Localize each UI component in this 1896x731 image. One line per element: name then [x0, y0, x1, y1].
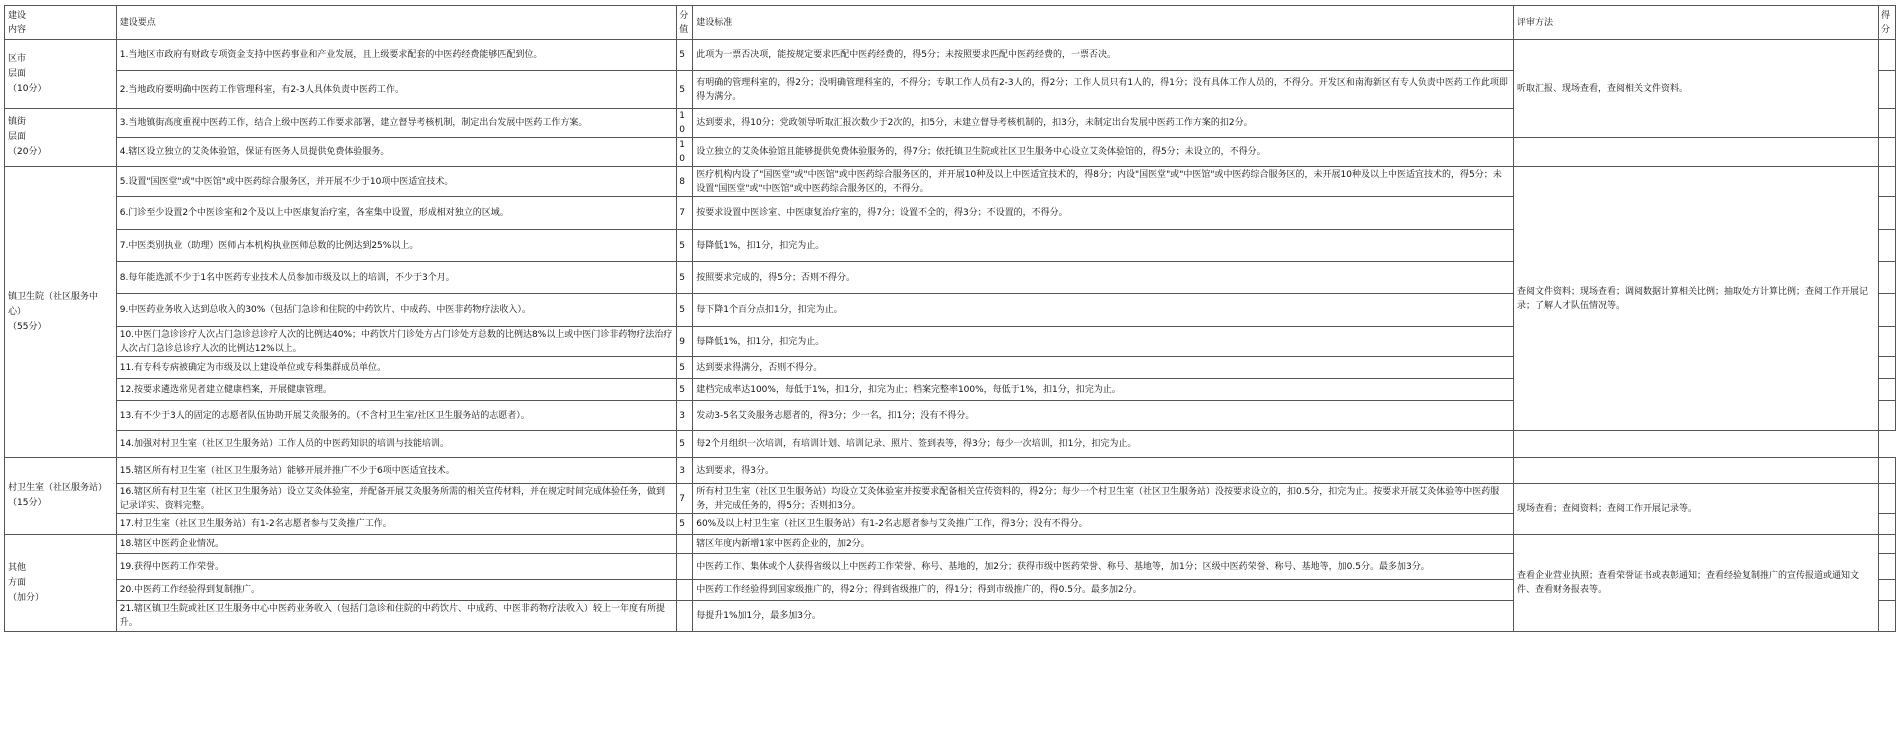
review-method	[1513, 138, 1878, 167]
score-value: 5	[677, 262, 693, 294]
construction-point: 9.中医药业务收入达到总收入的30%（包括门急诊和住院的中药饮片、中成药、中医非药物疗法收入）。	[116, 294, 677, 327]
table-row	[5, 431, 1896, 458]
score-value: 5	[677, 514, 693, 535]
result-cell[interactable]	[1878, 379, 1895, 401]
result-cell[interactable]	[1878, 357, 1895, 379]
construction-point: 5.设置"国医堂"或"中医馆"或中医药综合服务区，并开展不少于10项中医适宜技术。	[116, 167, 677, 197]
header-result: 得 分	[1878, 6, 1895, 40]
score-value	[677, 554, 693, 580]
result-cell[interactable]	[1878, 109, 1895, 138]
construction-standard: 达到要求，得3分。	[693, 458, 1514, 484]
table-row	[5, 535, 1896, 554]
construction-point: 7.中医类别执业（助理）医师占本机构执业医师总数的比例达到25%以上。	[116, 230, 677, 262]
construction-standard: 按照要求完成的，得5分；否则不得分。	[693, 262, 1514, 294]
construction-standard: 建档完成率达100%，每低于1%，扣1分，扣完为止；档案完整率100%，每低于1%，扣1分，扣完为止。	[693, 379, 1514, 401]
section-label: 其他 方面 （加分）	[5, 535, 117, 632]
construction-point: 2.当地政府要明确中医药工作管理科室，有2-3人具体负责中医药工作。	[116, 71, 677, 109]
review-method: 听取汇报、现场查看，查阅相关文件资料。	[1513, 40, 1878, 138]
header-points: 建设要点	[116, 6, 677, 40]
result-cell[interactable]	[1878, 294, 1895, 327]
header-method: 评审方法	[1513, 6, 1878, 40]
result-cell[interactable]	[1878, 601, 1895, 632]
construction-point: 21.辖区镇卫生院或社区卫生服务中心中医药业务收入（包括门急诊和住院的中药饮片、中成药、中医非药物疗法收入）较上一年度有所提升。	[116, 601, 677, 632]
result-cell[interactable]	[1878, 514, 1895, 535]
construction-point: 8.每年能选派不少于1名中医药专业技术人员参加市级及以上的培训，不少于3个月。	[116, 262, 677, 294]
construction-standard: 每下降1个百分点扣1分，扣完为止。	[693, 294, 1514, 327]
construction-point: 17.村卫生室（社区卫生服务站）有1-2名志愿者参与艾灸推广工作。	[116, 514, 677, 535]
construction-standard: 此项为一票否决项，能按规定要求匹配中医药经费的，得5分；未按照要求匹配中医药经费的，一票否决。	[693, 40, 1514, 71]
construction-standard: 达到要求得满分，否则不得分。	[693, 357, 1514, 379]
score-value: 3	[677, 401, 693, 431]
table-row	[5, 167, 1896, 197]
score-value	[677, 601, 693, 632]
score-value: 5	[677, 357, 693, 379]
review-method	[1513, 458, 1878, 484]
construction-standard: 按要求设置中医诊室、中医康复治疗室的，得7分；设置不全的，得3分；不设置的，不得分。	[693, 197, 1514, 230]
construction-standard: 60%及以上村卫生室（社区卫生服务站）有1-2名志愿者参与艾灸推广工作，得3分；没有不得分。	[693, 514, 1514, 535]
construction-point: 1.当地区市政府有财政专项资金支持中医药事业和产业发展，且上级要求配套的中医药经费能够匹配到位。	[116, 40, 677, 71]
result-cell[interactable]	[1878, 401, 1895, 431]
score-value: 5	[677, 431, 693, 458]
result-cell[interactable]	[1878, 458, 1895, 484]
construction-standard: 每提升1%加1分，最多加3分。	[693, 601, 1514, 632]
score-value: 10	[677, 138, 693, 167]
header-standard: 建设标准	[693, 6, 1514, 40]
table-body	[5, 6, 1896, 632]
score-value: 3	[677, 458, 693, 484]
construction-point: 3.当地镇街高度重视中医药工作，结合上级中医药工作要求部署，建立督导考核机制，制定出台发展中医药工作方案。	[116, 109, 677, 138]
result-cell[interactable]	[1878, 197, 1895, 230]
result-cell[interactable]	[1878, 554, 1895, 580]
construction-standard: 达到要求，得10分；党政领导听取汇报次数少于2次的，扣5分，未建立督导考核机制的，扣3分，未制定出台发展中医药工作方案的扣2分。	[693, 109, 1514, 138]
construction-standard: 设立独立的艾灸体验馆且能够提供免费体验服务的，得7分；依托镇卫生院或社区卫生服务中心设立艾灸体验馆的，得5分；未设立的，不得分。	[693, 138, 1514, 167]
construction-point: 16.辖区所有村卫生室（社区卫生服务站）设立艾灸体验室，并配备开展艾灸服务所需的相关宣传材料，并在规定时间完成体验任务，做到记录详实、资料完整。	[116, 484, 677, 514]
section-label: 村卫生室（社区服务站）（15分）	[5, 458, 117, 535]
construction-point: 12.按要求遴选常见者建立健康档案，开展健康管理。	[116, 379, 677, 401]
evaluation-table	[4, 5, 1896, 632]
construction-point: 4.辖区设立独立的艾灸体验馆，保证有医务人员提供免费体验服务。	[116, 138, 677, 167]
result-cell[interactable]	[1878, 580, 1895, 601]
score-value: 5	[677, 379, 693, 401]
construction-point: 20.中医药工作经验得到复制推广。	[116, 580, 677, 601]
result-cell[interactable]	[1513, 431, 1878, 458]
result-cell[interactable]	[1878, 167, 1895, 197]
score-value: 7	[677, 484, 693, 514]
table-row	[5, 138, 1896, 167]
table-row	[5, 458, 1896, 484]
result-cell[interactable]	[1878, 40, 1895, 71]
review-method: 查阅文件资料；现场查看；调阅数据计算相关比例；抽取处方计算比例；查阅工作开展记录；了解人才队伍情况等。	[1513, 167, 1878, 431]
section-label: 区市 层面 （10分）	[5, 40, 117, 109]
construction-point: 15.辖区所有村卫生室（社区卫生服务站）能够开展并推广不少于6项中医适宜技术。	[116, 458, 677, 484]
score-value: 5	[677, 230, 693, 262]
header-score: 分 值	[677, 6, 693, 40]
construction-point: 14.加强对村卫生室（社区卫生服务站）工作人员的中医药知识的培训与技能培训。	[116, 431, 677, 458]
header-row	[5, 6, 1896, 40]
construction-standard: 中医药工作经验得到国家级推广的，得2分；得到省级推广的，得1分；得到市级推广的，得0.5分。最多加2分。	[693, 580, 1514, 601]
construction-point: 18.辖区中医药企业情况。	[116, 535, 677, 554]
construction-point: 11.有专科专病被确定为市级及以上建设单位或专科集群成员单位。	[116, 357, 677, 379]
result-cell[interactable]	[1878, 262, 1895, 294]
result-cell[interactable]	[1878, 230, 1895, 262]
header-content: 建设 内容	[5, 6, 117, 40]
score-value: 8	[677, 167, 693, 197]
section-label: 镇卫生院（社区服务中心） （55分）	[5, 167, 117, 458]
section-label: 镇街 层面 （20分）	[5, 109, 117, 167]
score-value	[677, 580, 693, 601]
score-value: 9	[677, 327, 693, 357]
result-cell[interactable]	[1878, 484, 1895, 514]
review-method: 查看企业营业执照；查看荣誉证书或表彰通知；查看经验复制推广的宣传报道或通知文件、查看财务报表等。	[1513, 535, 1878, 632]
review-method: 现场查看；查阅资料；查阅工作开展记录等。	[1513, 484, 1878, 535]
score-value: 10	[677, 109, 693, 138]
construction-point: 19.获得中医药工作荣誉。	[116, 554, 677, 580]
result-cell[interactable]	[1878, 71, 1895, 109]
result-cell[interactable]	[1878, 535, 1895, 554]
construction-standard: 发动3-5名艾灸服务志愿者的，得3分；少一名，扣1分；没有不得分。	[693, 401, 1514, 431]
score-value: 7	[677, 197, 693, 230]
construction-point: 6.门诊至少设置2个中医诊室和2个及以上中医康复治疗室，各室集中设置，形成相对独立的区域。	[116, 197, 677, 230]
construction-standard: 每降低1%，扣1分，扣完为止。	[693, 230, 1514, 262]
result-cell[interactable]	[1878, 138, 1895, 167]
construction-standard: 每2个月组织一次培训，有培训计划、培训记录、照片、签到表等，得3分；每少一次培训，扣1分，扣完为止。	[693, 431, 1514, 458]
construction-standard: 医疗机构内设了"国医堂"或"中医馆"或中医药综合服务区的，并开展10种及以上中医适宜技术的，得8分；内设"国医堂"或"中医馆"或中医药综合服务区的，未开展10种及以上中医适宜技术的，得5分；未设置"国医堂"或"中医馆"或中医药综合服务区的，不得分。	[693, 167, 1514, 197]
score-value: 5	[677, 71, 693, 109]
construction-standard: 辖区年度内新增1家中医药企业的，加2分。	[693, 535, 1514, 554]
score-value: 5	[677, 294, 693, 327]
construction-standard: 所有村卫生室（社区卫生服务站）均设立艾灸体验室并按要求配备相关宣传资料的，得2分；每少一个村卫生室（社区卫生服务站）没按要求设立的，扣0.5分，扣完为止。按要求开展艾灸体验等中医药服务，并完成任务的，得5分；否则扣3分。	[693, 484, 1514, 514]
construction-point: 13.有不少于3人的固定的志愿者队伍协助开展艾灸服务的。（不含村卫生室/社区卫生服务站的志愿者）。	[116, 401, 677, 431]
result-cell[interactable]	[1878, 327, 1895, 357]
construction-standard: 有明确的管理科室的，得2分；没明确管理科室的，不得分；专职工作人员有2-3人的，得2分；工作人员只有1人的，得1分；没有具体工作人员的，不得分。开发区和南海新区有专人负责中医药工作此项即得为满分。	[693, 71, 1514, 109]
construction-standard: 中医药工作、集体或个人获得省级以上中医药工作荣誉、称号、基地的，加2分；获得市级中医药荣誉、称号、基地等，加1分；区级中医药荣誉、称号、基地等，加0.5分。最多加3分。	[693, 554, 1514, 580]
table-row	[5, 40, 1896, 71]
construction-point: 10.中医门急诊诊疗人次占门急诊总诊疗人次的比例达40%；中药饮片门诊处方占门诊处方总数的比例达8%以上或中医门诊非药物疗法治疗人次占门急诊总诊疗人次的比例达12%以上。	[116, 327, 677, 357]
construction-standard: 每降低1%，扣1分，扣完为止。	[693, 327, 1514, 357]
table-row	[5, 484, 1896, 514]
score-value	[677, 535, 693, 554]
score-value: 5	[677, 40, 693, 71]
